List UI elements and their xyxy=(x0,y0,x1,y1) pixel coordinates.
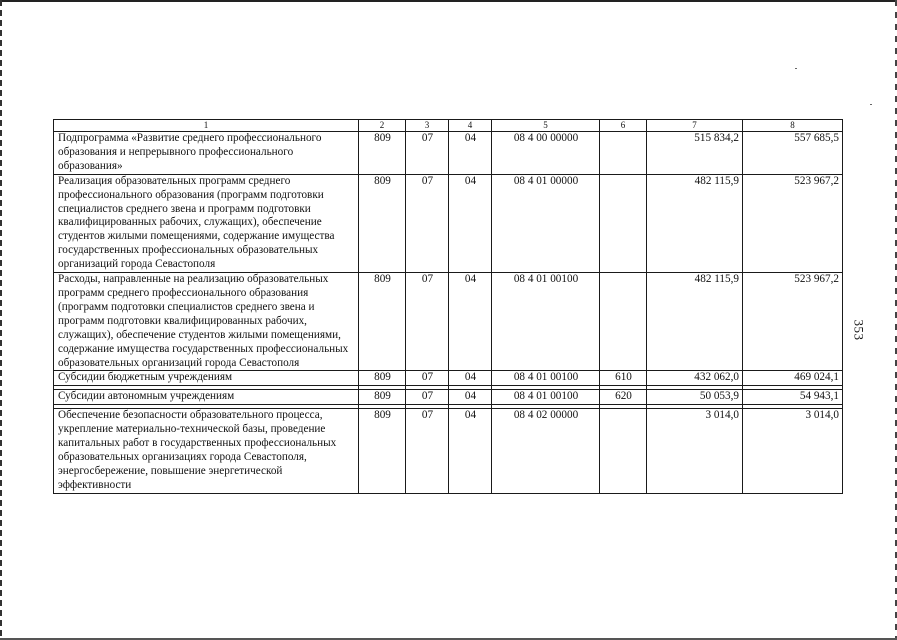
column-number: 3 xyxy=(406,120,449,132)
column-number: 6 xyxy=(600,120,647,132)
ministry-code: 809 xyxy=(359,390,406,405)
amount-col7: 3 014,0 xyxy=(647,409,743,493)
row-name: Обеспечение безопасности образовательного процесса, укрепление материально-технической базы, проведение капитальных работ в государственных профессиональных образовательных организациях города Севастополя, энергосбережение, повышение энергетической эффективности xyxy=(54,409,359,493)
column-number: 5 xyxy=(492,120,600,132)
amount-col7: 482 115,9 xyxy=(647,174,743,272)
amount-col7: 515 834,2 xyxy=(647,132,743,175)
column-number-row xyxy=(54,120,843,132)
subsection-code: 04 xyxy=(449,174,492,272)
expense-type-code xyxy=(600,174,647,272)
page-number: 353 xyxy=(851,319,867,341)
subsection-code: 04 xyxy=(449,371,492,386)
amount-col8: 3 014,0 xyxy=(743,409,843,493)
column-number: 4 xyxy=(449,120,492,132)
row-name: Расходы, направленные на реализацию образовательных программ среднего профессионального образования (программ подготовки специалистов среднего звена и программ подготовки квалифицированных рабочих, служащих), обеспечение студентов жилыми помещениями, содержание имущества государственных профессиональных образовательных организаций города Севастополя xyxy=(54,273,359,371)
section-code: 07 xyxy=(406,390,449,405)
scan-border-top xyxy=(0,0,897,2)
scan-border-left xyxy=(0,0,2,640)
subsection-code: 04 xyxy=(449,390,492,405)
subsection-code: 04 xyxy=(449,132,492,175)
section-code: 07 xyxy=(406,409,449,493)
expense-type-code xyxy=(600,409,647,493)
amount-col8: 523 967,2 xyxy=(743,273,843,371)
table-row xyxy=(54,409,843,493)
amount-col7: 432 062,0 xyxy=(647,371,743,386)
ministry-code: 809 xyxy=(359,174,406,272)
table-row xyxy=(54,273,843,371)
section-code: 07 xyxy=(406,273,449,371)
target-article-code: 08 4 01 00100 xyxy=(492,390,600,405)
amount-col8: 469 024,1 xyxy=(743,371,843,386)
amount-col8: 523 967,2 xyxy=(743,174,843,272)
section-code: 07 xyxy=(406,132,449,175)
column-number: 2 xyxy=(359,120,406,132)
amount-col7: 50 053,9 xyxy=(647,390,743,405)
subsection-code: 04 xyxy=(449,409,492,493)
column-number: 8 xyxy=(743,120,843,132)
ministry-code: 809 xyxy=(359,132,406,175)
amount-col8: 54 943,1 xyxy=(743,390,843,405)
target-article-code: 08 4 02 00000 xyxy=(492,409,600,493)
row-name: Субсидии бюджетным учреждениям xyxy=(54,371,359,386)
ministry-code: 809 xyxy=(359,371,406,386)
section-code: 07 xyxy=(406,174,449,272)
target-article-code: 08 4 01 00100 xyxy=(492,371,600,386)
ministry-code: 809 xyxy=(359,409,406,493)
amount-col8: 557 685,5 xyxy=(743,132,843,175)
table-row xyxy=(54,371,843,386)
table-row xyxy=(54,132,843,175)
expense-type-code xyxy=(600,132,647,175)
table-row xyxy=(54,174,843,272)
budget-table xyxy=(53,119,843,494)
row-name: Подпрограмма «Развитие среднего профессионального образования и непрерывного профессионального образования» xyxy=(54,132,359,175)
target-article-code: 08 4 01 00000 xyxy=(492,174,600,272)
target-article-code: 08 4 00 00000 xyxy=(492,132,600,175)
amount-col7: 482 115,9 xyxy=(647,273,743,371)
scan-speck xyxy=(795,68,797,69)
table-row xyxy=(54,390,843,405)
ministry-code: 809 xyxy=(359,273,406,371)
expense-type-code xyxy=(600,273,647,371)
expense-type-code: 620 xyxy=(600,390,647,405)
subsection-code: 04 xyxy=(449,273,492,371)
target-article-code: 08 4 01 00100 xyxy=(492,273,600,371)
scan-speck xyxy=(870,104,872,105)
section-code: 07 xyxy=(406,371,449,386)
column-number: 7 xyxy=(647,120,743,132)
row-name: Субсидии автономным учреждениям xyxy=(54,390,359,405)
column-number: 1 xyxy=(54,120,359,132)
expense-type-code: 610 xyxy=(600,371,647,386)
row-name: Реализация образовательных программ среднего профессионального образования (программ подготовки специалистов среднего звена и программ подготовки квалифицированных рабочих, служащих), обеспечение студентов жилыми помещениями, содержание имущества государственных профессиональных образовательных организаций города Севастополя xyxy=(54,174,359,272)
